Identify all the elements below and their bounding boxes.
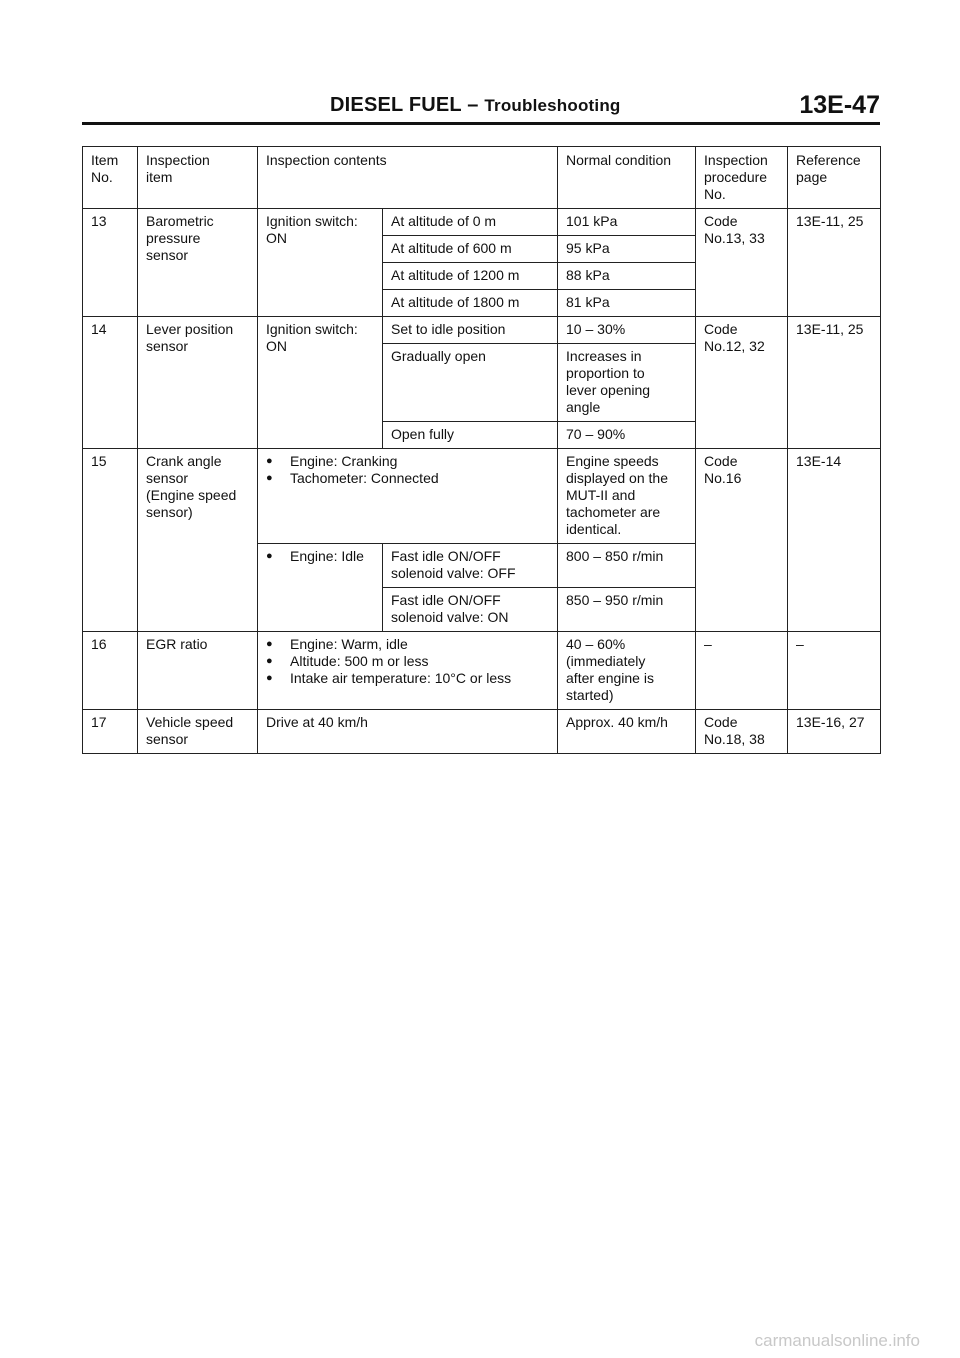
header-item-no: Item No. [83, 147, 138, 209]
inspection-item: Barometric pressure sensor [138, 209, 258, 317]
inspection-procedure: Code No.18, 38 [696, 710, 788, 754]
inspection-procedure: Code No.16 [696, 449, 788, 632]
header-inspection-contents: Inspection contents [258, 147, 558, 209]
inspection-content: Fast idle ON/OFF solenoid valve: OFF [383, 544, 558, 588]
bullet-item: ● Engine: Warm, idle [266, 636, 549, 653]
inspection-condition [258, 544, 383, 632]
bullet-item: ● Engine: Cranking [266, 453, 549, 470]
normal-condition: 10 – 30% [558, 317, 696, 344]
inspection-item: Vehicle speed sensor [138, 710, 258, 754]
table-row [83, 449, 881, 544]
item-no: 17 [83, 710, 138, 754]
normal-condition: 95 kPa [558, 236, 696, 263]
bullet-item: ● Altitude: 500 m or less [266, 653, 549, 670]
reference-page: 13E-16, 27 [788, 710, 881, 754]
bullet-item: ● Engine: Idle [266, 548, 374, 565]
item-no: 14 [83, 317, 138, 449]
item-no: 15 [83, 449, 138, 632]
normal-condition: 88 kPa [558, 263, 696, 290]
condition-bullet-list [266, 636, 549, 687]
title-separator: – [467, 94, 479, 116]
inspection-condition: Ignition switch: ON [258, 209, 383, 317]
normal-condition: Approx. 40 km/h [558, 710, 696, 754]
inspection-content: At altitude of 1800 m [383, 290, 558, 317]
inspection-item: Lever position sensor [138, 317, 258, 449]
table-row [83, 710, 881, 754]
normal-condition: 800 – 850 r/min [558, 544, 696, 588]
inspection-content: At altitude of 0 m [383, 209, 558, 236]
table-row [83, 209, 881, 236]
item-no: 16 [83, 632, 138, 710]
inspection-table [82, 146, 881, 754]
header-inspection-item: Inspection item [138, 147, 258, 209]
normal-condition: 101 kPa [558, 209, 696, 236]
reference-page: – [788, 632, 881, 710]
normal-condition: 850 – 950 r/min [558, 588, 696, 632]
table-row [83, 632, 881, 710]
inspection-content: Set to idle position [383, 317, 558, 344]
inspection-content: Open fully [383, 422, 558, 449]
inspection-item: EGR ratio [138, 632, 258, 710]
inspection-content: At altitude of 1200 m [383, 263, 558, 290]
normal-condition: 70 – 90% [558, 422, 696, 449]
normal-condition: 40 – 60% (immediately after engine is started) [558, 632, 696, 710]
condition-bullet-list [266, 548, 374, 565]
reference-page: 13E-14 [788, 449, 881, 632]
inspection-content [258, 632, 558, 710]
normal-condition: Increases in proportion to lever opening angle [558, 344, 696, 422]
inspection-procedure: – [696, 632, 788, 710]
section-subtitle: Troubleshooting [484, 96, 621, 115]
header-normal-condition: Normal condition [558, 147, 696, 209]
inspection-procedure: Code No.13, 33 [696, 209, 788, 317]
inspection-condition: Ignition switch: ON [258, 317, 383, 449]
header-inspection-procedure: Inspection procedure No. [696, 147, 788, 209]
normal-condition: Engine speeds displayed on the MUT-II and tachometer are identical. [558, 449, 696, 544]
inspection-content: Drive at 40 km/h [258, 710, 558, 754]
inspection-content: Fast idle ON/OFF solenoid valve: ON [383, 588, 558, 632]
header-reference-page: Reference page [788, 147, 881, 209]
item-no: 13 [83, 209, 138, 317]
table-row [83, 317, 881, 344]
inspection-content [258, 449, 558, 544]
bullet-item: ● Intake air temperature: 10°C or less [266, 670, 549, 687]
inspection-item: Crank angle sensor (Engine speed sensor) [138, 449, 258, 632]
inspection-content: Gradually open [383, 344, 558, 422]
reference-page: 13E-11, 25 [788, 317, 881, 449]
header-rule [82, 122, 880, 125]
reference-page: 13E-11, 25 [788, 209, 881, 317]
condition-bullet-list [266, 453, 549, 487]
site-watermark: carmanualsonline.info [754, 1331, 920, 1350]
bullet-item: ● Tachometer: Connected [266, 470, 549, 487]
section-title [330, 94, 621, 117]
section-name: DIESEL FUEL [330, 94, 462, 116]
inspection-content: At altitude of 600 m [383, 236, 558, 263]
inspection-procedure: Code No.12, 32 [696, 317, 788, 449]
page-number: 13E-47 [799, 91, 880, 119]
table-header-row [83, 147, 881, 209]
normal-condition: 81 kPa [558, 290, 696, 317]
